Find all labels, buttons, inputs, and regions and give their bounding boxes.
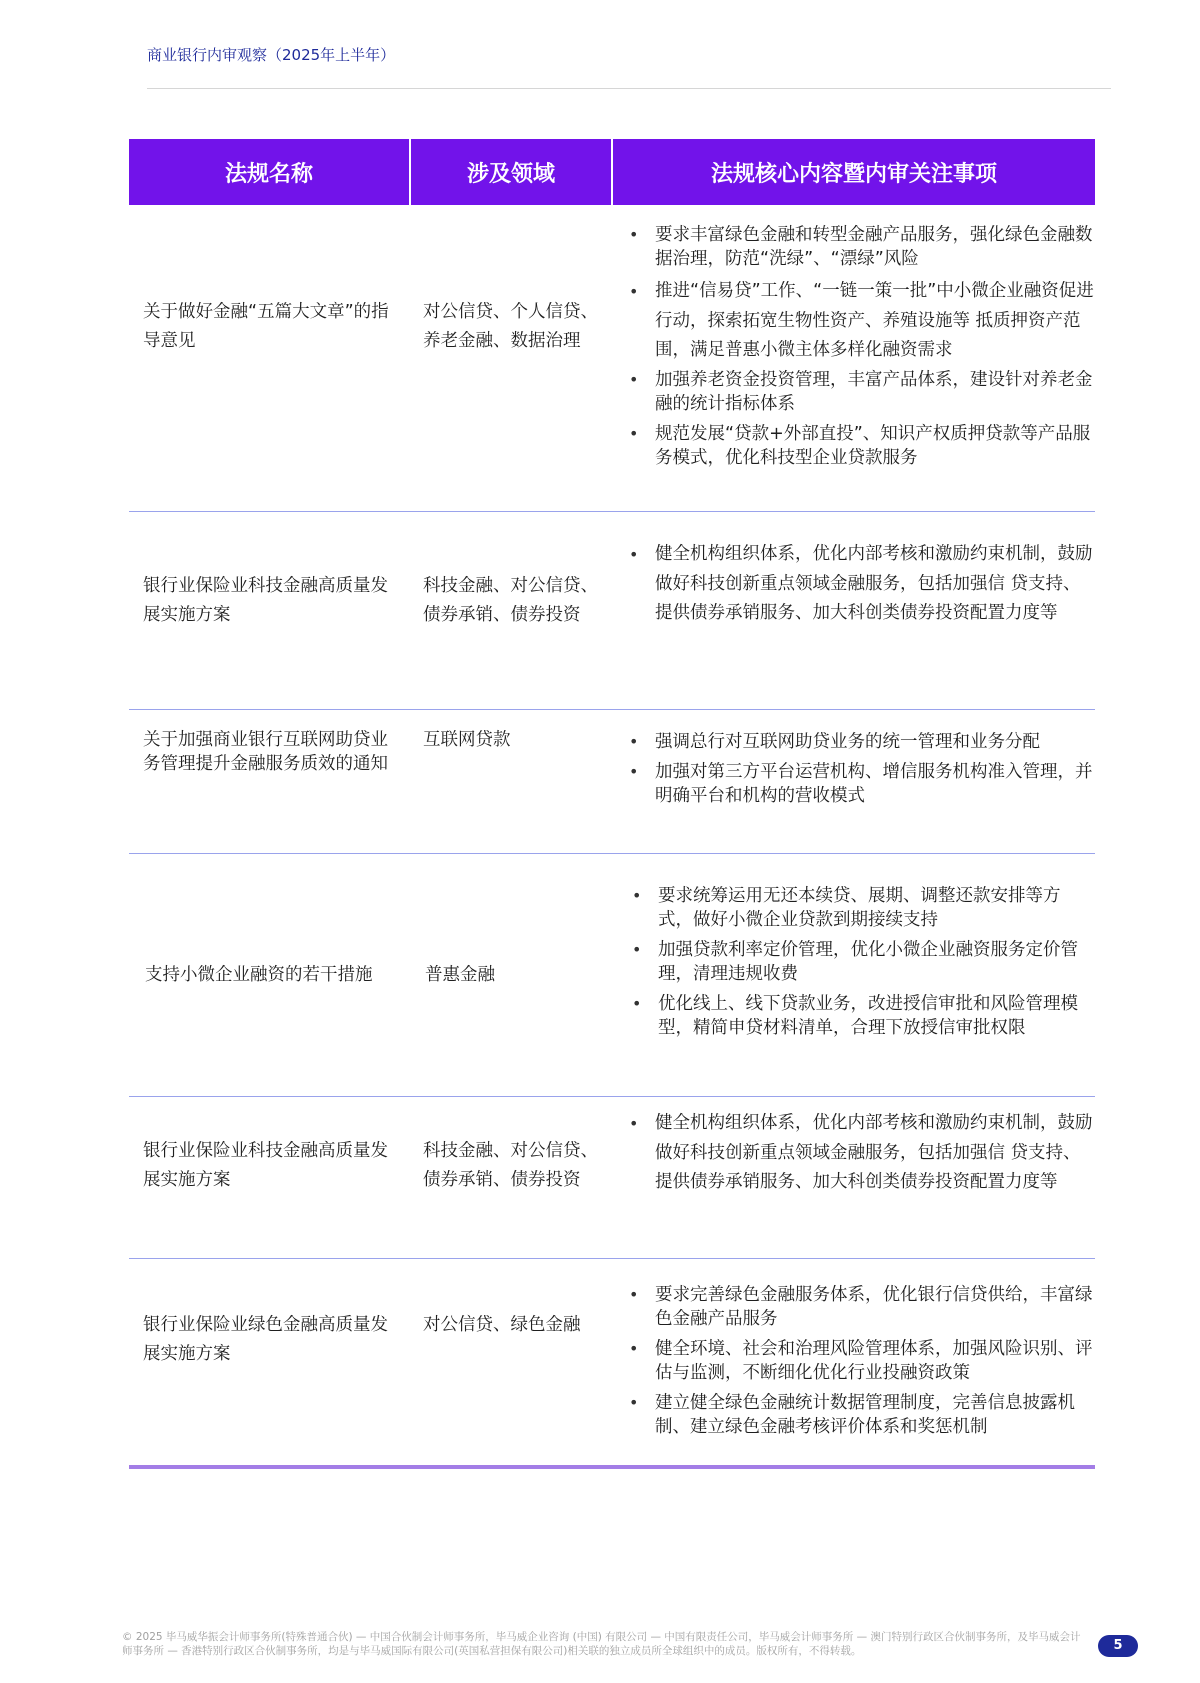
list-item: • 要求统筹运用无还本续贷、展期、调整还款安排等方式，做好小微企业贷款到期接续支持 [630, 884, 1095, 932]
domain-text: 对公信贷、个人信贷、养老金融、数据治理 [423, 302, 598, 351]
core-content-cell [613, 854, 1095, 1096]
regulation-name-cell [129, 1259, 411, 1465]
regulation-name-cell [129, 854, 411, 1096]
table-row [129, 1097, 1095, 1259]
domain-text: 互联网贷款 [423, 730, 511, 750]
column-header-core-content: 法规核心内容暨内审关注事项 [710, 161, 997, 187]
domain-text: 普惠金融 [425, 964, 495, 985]
domain-cell [411, 1097, 613, 1258]
list-item: • 推进“信易贷”工作、“一链一策一批”中小微企业融资促进行动，探索拓宽生物性资产、养殖设施等 抵质押资产范围，满足普惠小微主体多样化融资需求 [627, 277, 1095, 366]
regulation-name-cell [129, 710, 411, 853]
table-row [129, 1259, 1095, 1469]
core-content-cell [613, 205, 1095, 511]
core-points-list [627, 1109, 1095, 1198]
core-content-cell [613, 512, 1095, 709]
list-item: • 优化线上、线下贷款业务，改进授信审批和风险管理模型，精简申贷材料清单，合理下放授信审批权限 [630, 992, 1095, 1040]
regulation-name: 关于做好金融“五篇大文章”的指导意见 [143, 302, 389, 351]
core-points-list [627, 1283, 1095, 1439]
core-points-list [627, 730, 1095, 808]
table-row [129, 710, 1095, 854]
domain-text: 科技金融、对公信贷、债券承销、债券投资 [423, 1141, 598, 1190]
core-content-cell [613, 710, 1095, 853]
list-item: • 加强养老资金投资管理，丰富产品体系，建设针对养老金融的统计指标体系 [627, 368, 1095, 416]
regulation-name-cell [129, 1097, 411, 1258]
regulation-name: 关于加强商业银行互联网助贷业务管理提升金融服务质效的通知 [143, 730, 388, 774]
domain-cell [411, 512, 613, 709]
list-item: • 健全机构组织体系，优化内部考核和激励约束机制，鼓励做好科技创新重点领域金融服务，包括加强信 贷支持、提供债券承销服务、加大科创类债券投资配置力度等 [627, 1109, 1095, 1198]
regulation-name: 银行业保险业科技金融高质量发展实施方案 [143, 1141, 388, 1190]
list-item: • 要求完善绿色金融服务体系，优化银行信贷供给，丰富绿色金融产品服务 [627, 1283, 1095, 1331]
table-row [129, 512, 1095, 710]
column-header-domain: 涉及领域 [411, 139, 613, 205]
regulation-name-cell [129, 205, 411, 511]
list-item: • 加强对第三方平台运营机构、增信服务机构准入管理，并明确平台和机构的营收模式 [627, 760, 1095, 808]
column-header-regulation-name: 法规名称 [129, 139, 411, 205]
domain-cell [411, 205, 613, 511]
header-divider [147, 88, 1111, 89]
list-item: • 加强贷款利率定价管理，优化小微企业融资服务定价管理，清理违规收费 [630, 938, 1095, 986]
core-content-cell [613, 1259, 1095, 1465]
list-item: • 规范发展“贷款+外部直投”、知识产权质押贷款等产品服务模式，优化科技型企业贷款服务 [627, 422, 1095, 470]
table-row [129, 205, 1095, 512]
page-number-badge: 5 [1098, 1635, 1138, 1657]
regulation-name-cell [129, 512, 411, 709]
core-content-cell [613, 1097, 1095, 1258]
footer-copyright: © 2025 毕马威华振会计师事务所(特殊普通合伙) — 中国合伙制会计师事务所，毕马威企业咨询 (中国) 有限公司 — 中国有限责任公司，毕马威会计师事务所 — 澳门特别行政区合伙制事务所，及毕马威会计师事务所 — 香港特别行政区合伙制事务所，均是与毕马威国际有限公司(英国私营担保有限公司)相关联的独立成员所全球组织中的成员。版权所有，不得转载。 [122, 1631, 1081, 1657]
domain-text: 对公信贷、绿色金融 [423, 1315, 581, 1335]
table-row [129, 854, 1095, 1097]
table-header [129, 139, 1095, 205]
list-item: • 要求丰富绿色金融和转型金融产品服务，强化绿色金融数据治理，防范“洗绿”、“漂绿”风险 [627, 223, 1095, 271]
regulation-name: 支持小微企业融资的若干措施 [145, 964, 373, 985]
core-points-list [630, 884, 1095, 1040]
list-item: • 健全环境、社会和治理风险管理体系，加强风险识别、评估与监测，不断细化优化行业投融资政策 [627, 1337, 1095, 1385]
domain-cell [411, 1259, 613, 1465]
page-header-title: 商业银行内审观察（2025年上半年） [147, 46, 396, 64]
domain-text: 科技金融、对公信贷、债券承销、债券投资 [423, 576, 598, 625]
domain-cell [411, 710, 613, 853]
domain-cell [411, 854, 613, 1096]
regulation-table [129, 139, 1095, 1469]
core-points-list [627, 223, 1095, 470]
list-item: • 建立健全绿色金融统计数据管理制度，完善信息披露机制、建立绿色金融考核评价体系和奖惩机制 [627, 1391, 1095, 1439]
core-points-list [627, 540, 1095, 629]
regulation-name: 银行业保险业绿色金融高质量发展实施方案 [143, 1315, 388, 1364]
list-item: • 强调总行对互联网助贷业务的统一管理和业务分配 [627, 730, 1095, 754]
list-item: • 健全机构组织体系，优化内部考核和激励约束机制，鼓励做好科技创新重点领域金融服务，包括加强信 贷支持、提供债券承销服务、加大科创类债券投资配置力度等 [627, 540, 1095, 629]
regulation-name: 银行业保险业科技金融高质量发展实施方案 [143, 576, 388, 625]
